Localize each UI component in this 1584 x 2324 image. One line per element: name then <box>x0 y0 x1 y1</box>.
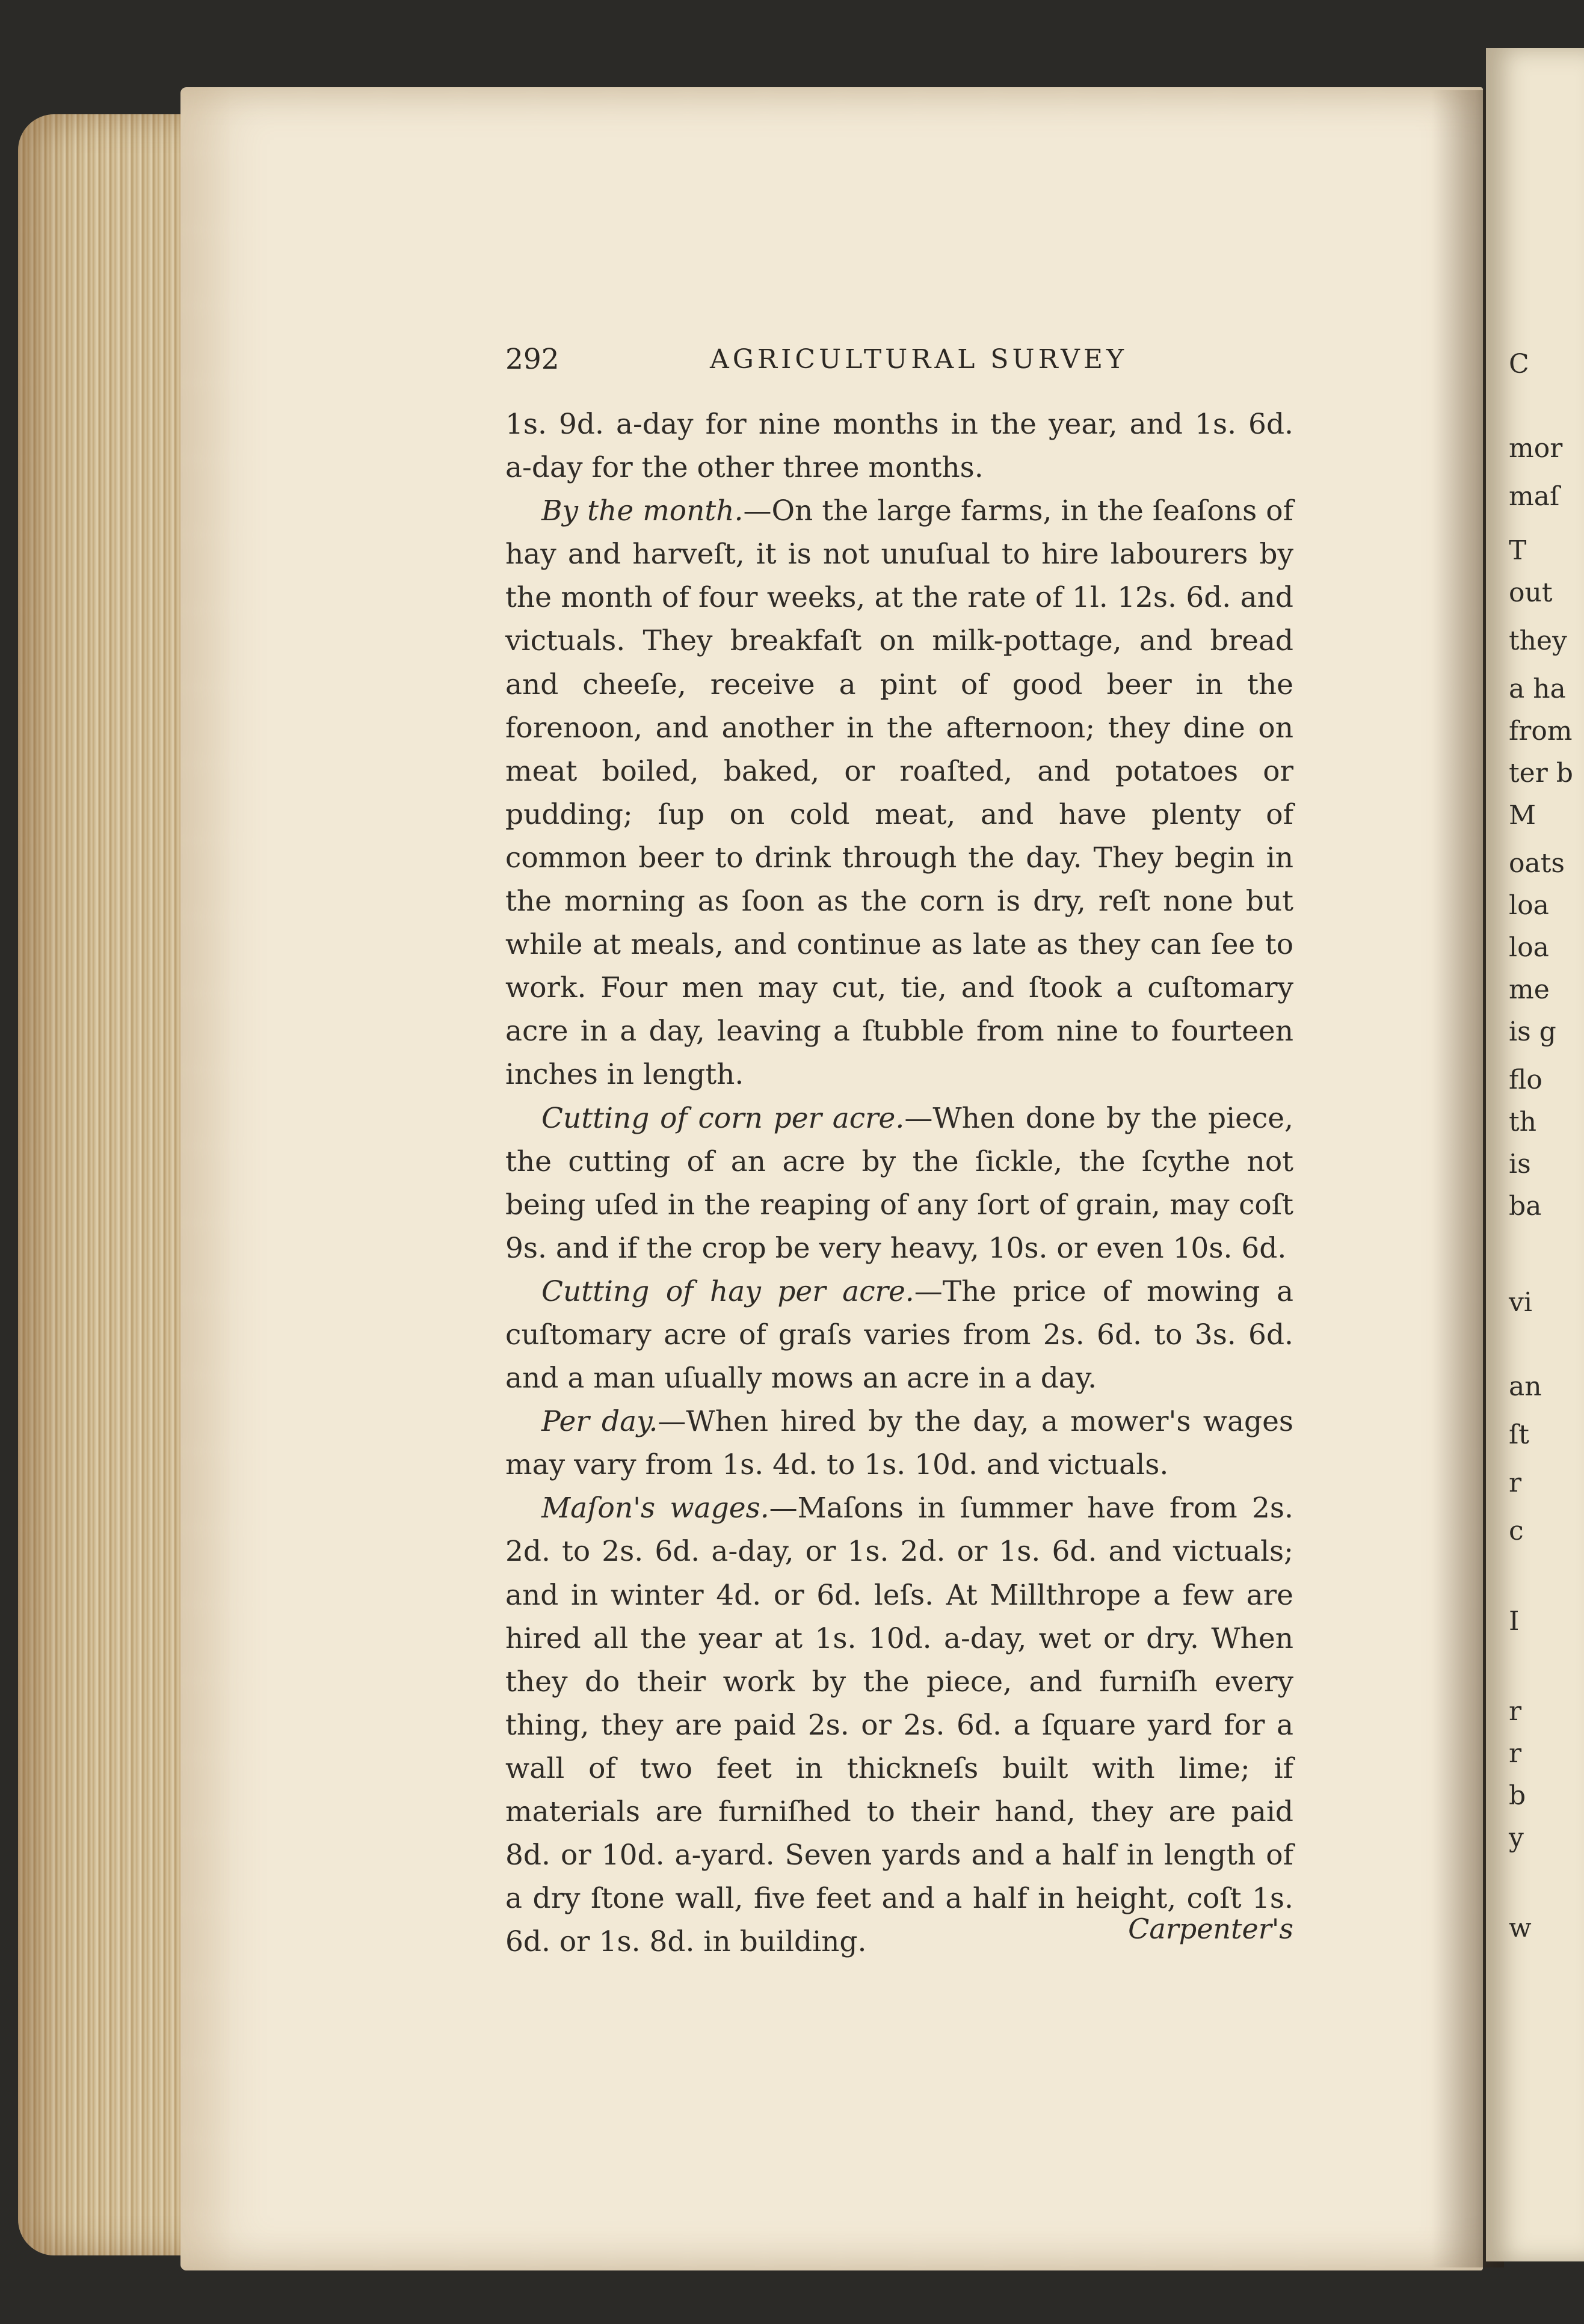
facing-page-fragment: I <box>1509 1606 1520 1637</box>
paragraph <box>505 1487 1293 1964</box>
facing-page-fragment: an <box>1509 1371 1542 1402</box>
paragraph <box>505 403 1293 490</box>
facing-page-fragment: ba <box>1509 1191 1542 1222</box>
paragraph-lead: Cutting of corn per acre. <box>541 1101 905 1135</box>
facing-page-fragment: is g <box>1509 1016 1556 1047</box>
paragraph-text: 1s. 9d. a-day for nine months in the year, and 1s. 6d. a-day for the other three months. <box>505 408 1293 485</box>
paragraph-text: —When done by the piece, the cutting of an acre by the ſickle, the ſcythe not being uſed in the reaping of any ſort of grain, may coſt 9s. and if the crop be very heavy, 10s. or even 10s. 6d. <box>505 1101 1293 1265</box>
facing-page-fragment: mor <box>1509 433 1563 464</box>
page-edges <box>18 114 199 2255</box>
facing-page-fragment: from <box>1509 716 1573 746</box>
facing-page-fragment: r <box>1509 1468 1522 1498</box>
paragraph-lead: Per day. <box>541 1405 658 1439</box>
facing-page-fragment: w <box>1509 1913 1532 1943</box>
facing-page-fragment: maſ <box>1509 481 1560 512</box>
facing-page-fragment: vi <box>1509 1287 1532 1318</box>
facing-page-fragment: b <box>1509 1780 1526 1811</box>
page-number: 292 <box>505 343 559 376</box>
facing-page-fragment: flo <box>1509 1065 1542 1095</box>
facing-page-fragment: a ha <box>1509 674 1566 704</box>
facing-page-fragment: M <box>1509 800 1536 831</box>
facing-page <box>1486 48 1584 2261</box>
facing-page-fragment: T <box>1509 535 1527 566</box>
facing-page-fragment: loa <box>1509 890 1549 921</box>
facing-page-fragment: r <box>1509 1738 1522 1769</box>
paragraph <box>505 490 1293 1096</box>
facing-page-fragment: out <box>1509 577 1553 608</box>
facing-page-fragment: oats <box>1509 848 1565 879</box>
facing-page-fragment: ter b <box>1509 758 1573 788</box>
facing-page-fragment: they <box>1509 626 1567 656</box>
paragraph <box>505 1270 1293 1400</box>
running-head: AGRICULTURAL SURVEY <box>710 344 1128 375</box>
paragraph-text: —The price of mowing a cuſtomary acre of graſs varies from 2s. 6d. to 3s. 6d. and a man uſually mows an acre in a day. <box>505 1274 1293 1395</box>
paragraph <box>505 1400 1293 1487</box>
paragraph-text: —When hired by the day, a mower's wages may vary from 1s. 4d. to 1s. 10d. and victuals. <box>505 1405 1294 1482</box>
facing-page-fragment: me <box>1509 974 1550 1005</box>
facing-page-fragment: loa <box>1509 932 1549 963</box>
paragraph-lead: Maſon's wages. <box>541 1492 769 1525</box>
paragraph-text: —Maſons in ſummer have from 2s. 2d. to 2s. 6d. a-day, or 1s. 2d. or 1s. 6d. and victuals; and in winter 4d. or 6d. leſs. At Millthrope a few are hired all the year at 1s. 10d. a-day, wet or dry. When they do their work by the piece, and furniſh every thing, they are paid 2s. or 2s. 6d. a ſquare yard for a wall of two feet in thickneſs built with lime; if materials are furniſhed to their hand, they are paid 8d. or 10d. a-yard. Seven yards and a half in length of a dry ſtone wall, five feet and a half in height, coſt 1s. 6d. or 1s. 8d. in building. <box>505 1492 1293 1959</box>
paragraph-text: —On the large farms, in the ſeaſons of hay and harveſt, it is not unuſual to hire labourers by the month of four weeks, at the rate of 1l. 12s. 6d. and victuals. They breakfaſt on milk-pottage, and bread and cheeſe, receive a pint of good beer in the forenoon, and another in the afternoon; they dine on meat boiled, baked, or roaſted, and potatoes or pudding; ſup on cold meat, and have plenty of common beer to drink through the day. They begin in the morning as ſoon as the corn is dry, reſt none but while at meals, and continue as late as they can ſee to work. Four men may cut, tie, and ſtook a cuſtomary acre in a day, leaving a ſtubble from nine to fourteen inches in length. <box>505 494 1293 1092</box>
facing-page-fragment: c <box>1509 1516 1524 1546</box>
page-header <box>505 343 1299 385</box>
paragraph-lead: By the month. <box>541 494 744 528</box>
catchword: Carpenter's <box>1128 1913 1293 1945</box>
paragraph-lead: Cutting of hay per acre. <box>541 1274 914 1308</box>
facing-page-fragment: th <box>1509 1107 1537 1137</box>
facing-page-fragment: is <box>1509 1149 1531 1179</box>
facing-page-fragment: y <box>1509 1822 1524 1853</box>
facing-page-fragment: ſt <box>1509 1419 1529 1450</box>
facing-page-fragment: C <box>1509 349 1529 380</box>
facing-page-fragment: r <box>1509 1696 1522 1727</box>
body-text <box>505 403 1293 1964</box>
paragraph <box>505 1097 1293 1270</box>
